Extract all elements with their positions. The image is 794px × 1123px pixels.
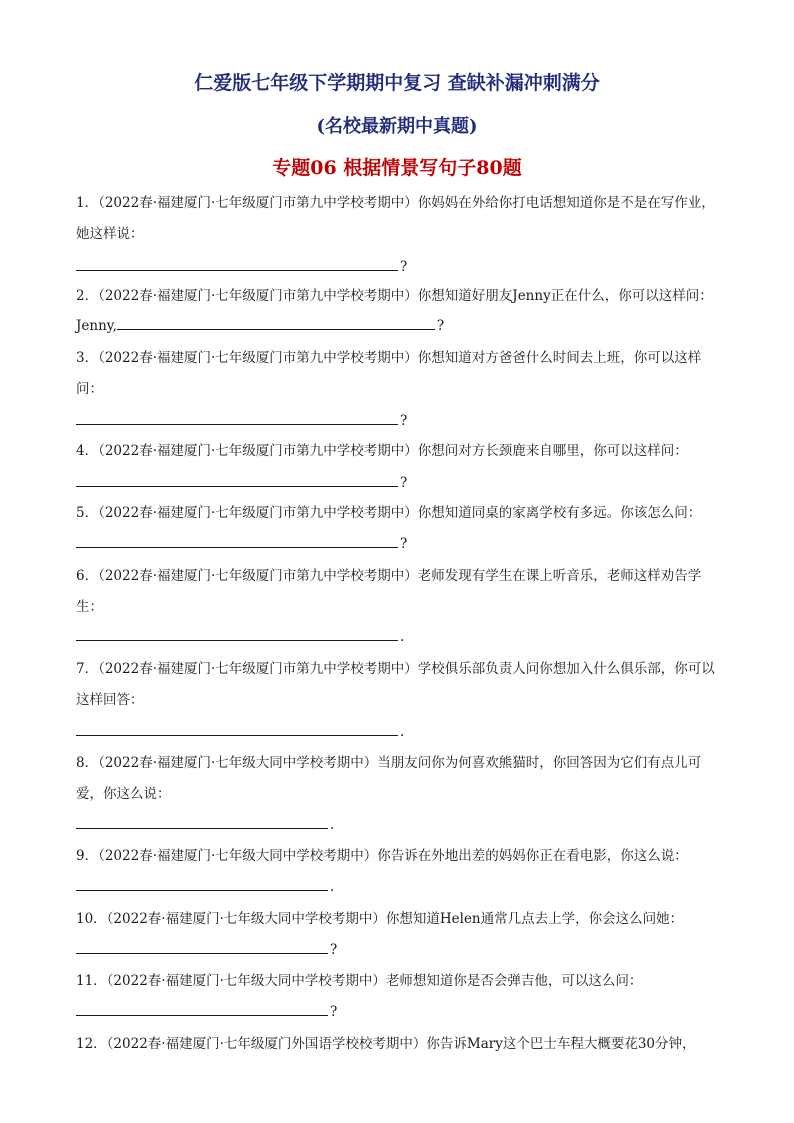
question-4-text: 4．（2022春·福建厦门·七年级厦门市第九中学校考期中）你想问对方长颈鹿来自哪里，你可以这样问： xyxy=(76,443,688,459)
answer-blank[interactable] xyxy=(76,814,328,829)
question-5-answer-line: ? xyxy=(76,533,407,553)
answer-blank[interactable] xyxy=(76,721,398,736)
question-5-text: 5．（2022春·福建厦门·七年级厦门市第九中学校考期中）你想知道同桌的家离学校有多远。你该怎么问： xyxy=(76,505,702,521)
answer-blank[interactable] xyxy=(76,472,398,487)
question-2-answer-line: Jenny, ? xyxy=(76,315,444,335)
question-9-answer-line: . xyxy=(76,876,334,896)
answer-blank[interactable] xyxy=(76,256,398,271)
document-title: 仁爱版七年级下学期期中复习 查缺补漏冲刺满分 xyxy=(194,72,600,94)
topic-title: 专题06 根据情景写句子80题 xyxy=(272,157,522,179)
answer-blank[interactable] xyxy=(76,533,398,548)
question-1-text: 1．（2022春·福建厦门·七年级厦门市第九中学校考期中）你妈妈在外给你打电话想知道你是不是在写作业，她这样说： xyxy=(76,195,715,242)
question-3-answer-line: ? xyxy=(76,410,407,430)
question-6-answer-line: . xyxy=(76,626,404,646)
question-6-text: 6．（2022春·福建厦门·七年级厦门市第九中学校考期中）老师发现有学生在课上听音乐，老师这样劝告学生： xyxy=(76,568,702,615)
question-10-text: 10．（2022春·福建厦门·七年级大同中学校考期中）你想知道Helen通常几点去上学，你会这么问她： xyxy=(76,911,684,927)
document-subtitle: (名校最新期中真题) xyxy=(316,116,478,137)
answer-blank[interactable] xyxy=(76,939,328,954)
question-1-answer-line: ? xyxy=(76,256,407,276)
question-7-answer-line: . xyxy=(76,721,404,741)
question-7-text: 7．（2022春·福建厦门·七年级厦门市第九中学校考期中）学校俱乐部负责人问你想加入什么俱乐部，你可以这样回答： xyxy=(76,661,715,708)
question-2-text: 2．（2022春·福建厦门·七年级厦门市第九中学校考期中）你想知道好朋友Jenny正在什么，你可以这样问： xyxy=(76,288,713,304)
question-11-answer-line: ? xyxy=(76,1001,337,1021)
question-11-text: 11．（2022春·福建厦门·七年级大同中学校考期中）老师想知道你是否会弹吉他，可以这么问： xyxy=(76,973,643,989)
question-9-text: 9．（2022春·福建厦门·七年级大同中学校考期中）你告诉在外地出差的妈妈你正在看电影，你这么说： xyxy=(76,848,688,864)
answer-blank[interactable] xyxy=(76,410,398,425)
answer-blank[interactable] xyxy=(76,626,398,641)
question-4-answer-line: ? xyxy=(76,472,407,492)
question-10-answer-line: ? xyxy=(76,939,337,959)
answer-blank[interactable] xyxy=(76,876,328,891)
question-8-answer-line: . xyxy=(76,814,334,834)
answer-blank[interactable] xyxy=(117,315,435,330)
question-3-text: 3．（2022春·福建厦门·七年级厦门市第九中学校考期中）你想知道对方爸爸什么时间去上班，你可以这样问： xyxy=(76,350,702,397)
answer-prefix: Jenny, xyxy=(76,318,117,334)
answer-blank[interactable] xyxy=(76,1001,328,1016)
question-12-text: 12．（2022春·福建厦门·七年级厦门外国语学校校考期中）你告诉Mary这个巴士车程大概要花30分钟， xyxy=(76,1036,696,1052)
question-8-text: 8．（2022春·福建厦门·七年级大同中学校考期中）当朋友问你为何喜欢熊猫时，你回答因为它们有点儿可爱，你这么说： xyxy=(76,755,702,802)
